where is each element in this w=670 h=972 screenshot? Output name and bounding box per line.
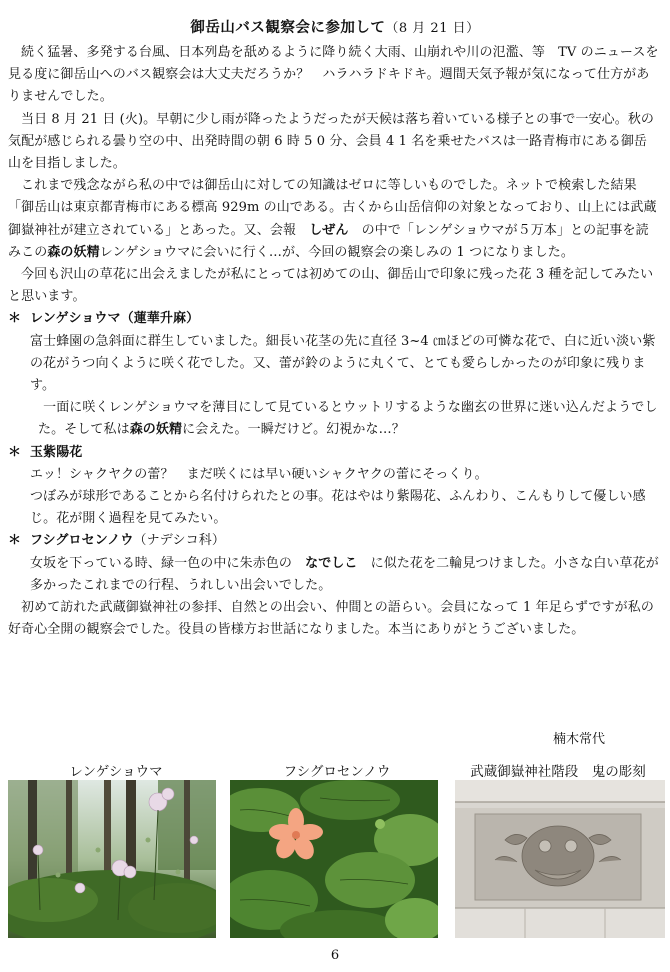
section-fushigurosennou <box>8 530 660 597</box>
heading-text: フシグロセンノウ <box>30 533 134 549</box>
author-name: 楠木常代 <box>553 732 606 747</box>
photo-caption-oni-carving: 武蔵御嶽神社階段 鬼の彫刻 <box>470 764 646 780</box>
asterisk-bullet: ＊ <box>8 444 22 460</box>
section-text <box>8 397 660 441</box>
nadeshiko-emphasis: なでしこ <box>305 555 358 571</box>
section-tamaajisai <box>8 442 660 531</box>
paragraph-3-text-b: の中で「レンゲショウマが５万本」との記事を読みこの <box>8 222 649 260</box>
section-text-a: 女坂を下っている時、緑一色の中に朱赤色の <box>30 555 306 571</box>
section-rengeshouma <box>8 308 660 441</box>
rengeshouma-photo <box>8 780 216 938</box>
section-text: エッ！シャクヤクの蕾？ まだ咲くには早い硬いシャクヤクの蕾にそっくり。 <box>30 466 488 482</box>
heading-family: （ナデシコ科） <box>133 533 225 549</box>
fushigurosennou-photo <box>230 780 438 938</box>
paragraph-4: 今回も沢山の草花に出会えましたが私にとっては初めての山、御岳山で印象に残った花 3 種を記してみたいと思います。 <box>8 267 654 305</box>
section-heading <box>8 530 660 552</box>
paragraph-2: 当日 8 月 21 日 (火)。早朝に少し雨が降ったようだったが天候は落ち着いている様子との事で一安心。秋の気配が感じられる曇り空の中、出発時間の朝 6 時 5 0 分、会員 4 1 名を乗せたバスは一路青梅市にある御岳山を目指しました。 <box>8 111 655 172</box>
oni-carving-photo <box>455 780 665 938</box>
section-text-b: に似た花を二輪見つけました。小さな白い草花が多かったこれまでの行程、うれしい出会いでした。 <box>30 555 659 593</box>
forest-fairy-emphasis: 森の妖精 <box>47 244 100 260</box>
paragraph-1: 続く猛暑、多発する台風、日本列島を舐めるように降り続く大雨、山崩れや川の氾濫、等 TV のニュースを見る度に御岳山へのバス観察会は大丈夫だろうか？ ハラハラドキドキ。週間天気予報が気になって仕方がありませんでした。 <box>8 45 659 105</box>
photo-caption-fushigurosennou: フシグロセンノウ <box>283 764 391 780</box>
shizen-bulletin-name: しぜん <box>309 222 349 238</box>
section-heading <box>8 308 660 330</box>
title-date: （8 月 21 日） <box>385 21 480 36</box>
photo-caption-rengeshouma: レンゲショウマ <box>69 764 163 780</box>
section-text <box>8 553 660 597</box>
title-text: 御岳山バス観察会に参加して <box>190 19 386 36</box>
section-text: 富士蜂園の急斜面に群生していました。細長い花茎の先に直径 3~4 ㎝ほどの可憐な花で、白に近い淡い紫の花がうつ向くように咲く花でした。又、蕾が鈴のように丸くて、とても愛らしかったのが印象に残ります。 <box>30 333 656 394</box>
section-text: つぼみが球形であることから名付けられたとの事。花はやはり紫陽花、ふんわり、こんもりして優しい感じ。花が開く過程を見てみたい。 <box>30 489 646 527</box>
closing-paragraph: 初めて訪れた武蔵御嶽神社の参拝、自然との出会い、仲間との語らい。会員になって 1 年足らずですが私の好奇心全開の観察会でした。役員の皆様方お世話になりました。本当にありがとうございました。 <box>8 600 654 638</box>
asterisk-bullet: ＊ <box>8 311 22 327</box>
forest-fairy-emphasis: 森の妖精 <box>129 422 183 438</box>
page-title <box>0 16 670 37</box>
heading-text: 玉紫陽花 <box>30 444 83 460</box>
article-body <box>8 42 660 641</box>
section-text-a: 一面に咲くレンゲショウマを薄目にして見ているとウットリするような幽玄の世界に迷い込んだようでした。そして私は <box>38 400 658 438</box>
section-heading <box>8 442 660 464</box>
paragraph-3 <box>8 175 660 264</box>
heading-text: レンゲショウマ（蓮華升麻） <box>30 311 200 327</box>
asterisk-bullet: ＊ <box>8 533 22 549</box>
page-number: 6 <box>330 948 340 963</box>
paragraph-3-text-c: レンゲショウマに会いに行く…が、今回の観察会の楽しみの 1 つになりました。 <box>99 244 574 260</box>
paragraph-3-text-a: これまで残念ながら私の中では御岳山に対しての知識はゼロに等しいものでした。ネットで検索した結果「御岳山は東京都青梅市にある標高 929m の山である。古くから山岳信仰の対象となっており、山上には武蔵御嶽神社が建立されている」とあった。又、会報 <box>8 178 657 238</box>
section-text-b: に会えた。一瞬だけど。幻視かな…？ <box>182 422 405 438</box>
